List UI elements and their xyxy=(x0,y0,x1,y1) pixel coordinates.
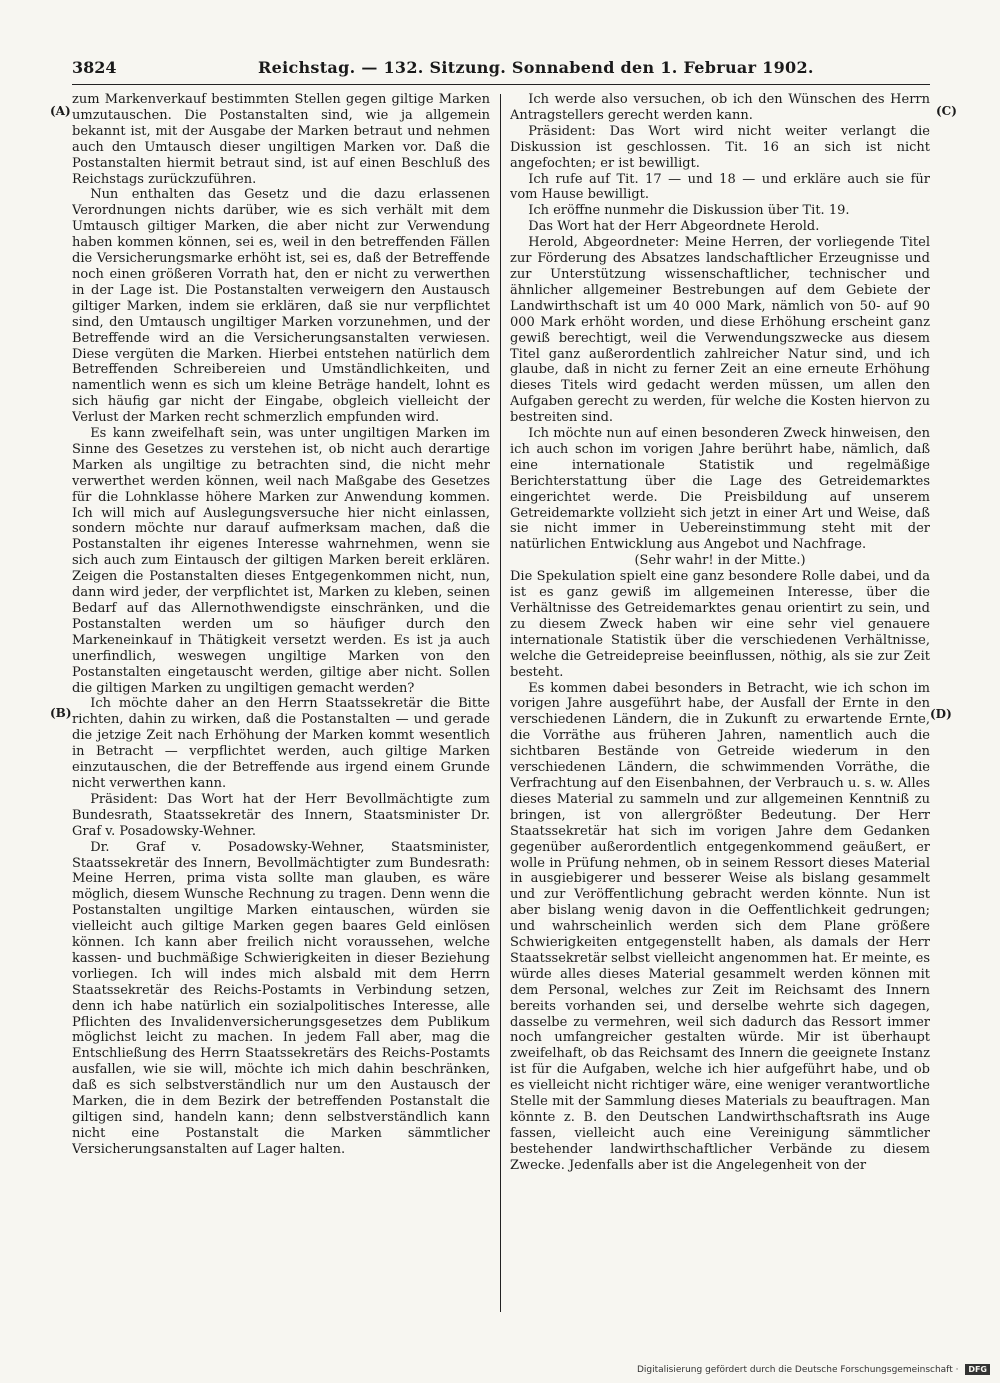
paragraph: Präsident: Das Wort hat der Herr Bevollmächtigte zum Bundesrath, Staatssekretär des Innern, Staatsminister Dr. Graf v. Posadowsky-Wehner. xyxy=(72,791,490,839)
page-header xyxy=(72,58,932,80)
paragraph: Ich möchte nun auf einen besonderen Zweck hinweisen, den ich auch schon im vorigen Jahre berührt habe, nämlich, daß eine internationale Statistik und regelmäßige Berichterstattung über die Lage des Getreidemarktes eingerichtet werde. Die Preisbildung auf unserem Getreidemarkte vollzieht sich jetzt in einer Art und Weise, daß sie nicht immer in Uebereinstimmung steht mit der natürlichen Entwicklung aus Angebot und Nachfrage. xyxy=(510,426,930,553)
digitization-footer xyxy=(600,1364,990,1378)
left-column xyxy=(72,92,490,1332)
footer-text: Digitalisierung gefördert durch die Deutsche Forschungsgemeinschaft · xyxy=(636,1365,959,1375)
header-rule xyxy=(72,84,930,85)
paragraph: Es kommen dabei besonders in Betracht, wie ich schon im vorigen Jahre ausgeführt habe, der Ausfall der Ernte in den verschiedenen Ländern, die in Zukunft zu erwartende Ernte, die Vorräthe aus früheren Jahren, namentlich auch die sichtbaren Bestände von Getreide wiederum in den verschiedenen Ländern, die schwimmenden Vorräthe, die Verfrachtung auf den Eisenbahnen, der Verbrauch u. s. w. Alles dieses Material zu sammeln und zur allgemeinen Kenntniß zu bringen, ist von allergrößter Bedeutung. Der Herr Staatssekretär hat sich im vorigen Jahre dem Gedanken gegenüber außerordentlich entgegenkommend geäußert, er wolle in Prüfung nehmen, ob in seinem Ressort dieses Material in ausgiebigerer und besserer Weise als bislang gesammelt und zur Veröffentlichung gebracht werden könnte. Nun ist aber bislang wenig davon in die Oeffentlichkeit gedrungen; und wahrscheinlich werden sich dem Plane größere Schwierigkeiten entgegenstellt haben, als damals der Herr Staatssekretär selbst vielleicht angenommen hat. Er meinte, es würde alles dieses Material gesammelt werden können mit dem Personal, welches zur Zeit im Reichsamt des Innern bereits vorhanden sei, und derselbe wehrte sich dagegen, dasselbe zu vermehren, weil sich dadurch das Ressort immer noch umfangreicher gestalten würde. Mir ist überhaupt zweifelhaft, ob das Reichsamt des Innern die geeignete Instanz ist für die Aufgaben, welche ich hier aufgeführt habe, und ob es vielleicht nicht richtiger wäre, eine weniger verantwortliche Stelle mit der Sammlung dieses Materials zu beauftragen. Man könnte z. B. den Deutschen Landwirthschaftsrath ins Auge fassen, vielleicht auch eine Vereinigung sämmtlicher bestehender landwirthschaftlicher Verbände zu diesem Zwecke. Jedenfalls aber ist die Angelegenheit von der xyxy=(510,680,930,1173)
paragraph: zum Markenverkauf bestimmten Stellen gegen giltige Marken umzutauschen. Die Postanstalten sind, wie ja allgemein bekannt ist, mit der Ausgabe der Marken betraut und nehmen auch den Umtausch dieser ungiltigen Marken vor. Daß die Postanstalten hiermit betraut sind, ist auf einen Beschluß des Reichstags zurückzuführen. xyxy=(72,92,490,187)
paragraph: Die Spekulation spielt eine ganz besondere Rolle dabei, und da ist es ganz gewiß im allgemeinen Interesse, über die Verhältnisse des Getreidemarktes genau orientirt zu sein, und zu diesem Zweck haben wir eine sehr viel genauere internationale Statistik über die verschiedenen Verhältnisse, welche die Getreidepreise beeinflussen, nöthig, als sie zur Zeit besteht. xyxy=(510,569,930,680)
margin-marker-a: (A) xyxy=(50,104,71,118)
paragraph: Ich werde also versuchen, ob ich den Wünschen des Herrn Antragstellers gerecht werden kann. xyxy=(510,92,930,123)
margin-marker-b: (B) xyxy=(50,706,72,720)
paragraph: Präsident: Das Wort wird nicht weiter verlangt die Diskussion ist geschlossen. Tit. 16 an sich ist nicht angefochten; er ist bewilligt. xyxy=(510,123,930,171)
paragraph: Ich eröffne nunmehr die Diskussion über Tit. 19. xyxy=(528,203,850,219)
running-title: Reichstag. — 132. Sitzung. Sonnabend den 1. Februar 1902. xyxy=(258,58,814,77)
paragraph: Herold, Abgeordneter: Meine Herren, der vorliegende Titel zur Förderung des Absatzes landschaftlicher Erzeugnisse und zur Unterstützung wissenschaftlicher, technischer und ähnlicher allgemeiner Bestrebungen auf dem Gebiete der Landwirthschaft ist um 40 000 Mark, nämlich von 50- auf 90 000 Mark erhöht worden, und diese Erhöhung erscheint ganz gewiß berechtigt, weil die Verwendungszwecke aus diesem Titel ganz außerordentlich zahlreicher Natur sind, und ich glaube, daß in nicht zu ferner Zeit an eine erneute Erhöhung dieses Titels wird gedacht werden müssen, um allen den Aufgaben gerecht zu werden, für welche die Kosten hiervon zu bestreiten sind. xyxy=(510,235,930,426)
margin-marker-d: (D) xyxy=(930,707,952,721)
column-divider xyxy=(500,94,501,1312)
page-number: 3824 xyxy=(72,58,117,77)
paragraph: Nun enthalten das Gesetz und die dazu erlassenen Verordnungen nichts darüber, wie es sich verhält mit dem Umtausch giltiger Marken, die aber nicht zur Verwendung haben kommen können, sei es, weil in den betreffenden Fällen die Versicherungsmarke erhöht ist, sei es, daß der Betreffende noch einen größeren Vorrath hat, den er nicht zu verwerthen in der Lage ist. Die Postanstalten verweigern den Austausch giltiger Marken, indem sie erklären, daß sie nur verpflichtet sind, den Umtausch ungiltiger Marken vorzunehmen, und der Betreffende wird an die Versicherungsanstalten verwiesen. Diese vergüten die Marken. Hierbei entstehen natürlich dem Betreffenden Schreibereien und Umständlichkeiten, und namentlich wenn es sich um kleine Beträge handelt, lohnt es sich häufig gar nicht der Eingabe, obgleich vielleicht der Verlust der Marken recht schmerzlich empfunden wird. xyxy=(72,187,490,426)
paragraph: Dr. Graf v. Posadowsky-Wehner, Staatsminister, Staatssekretär des Innern, Bevollmächtigter zum Bundesrath: Meine Herren, prima vista sollte man glauben, es wäre möglich, diesem Wunsche Rechnung zu tragen. Denn wenn die Postanstalten ungiltige Marken eintauschen, würden sie vielleicht auch giltige Marken gegen baares Geld einlösen können. Ich kann aber freilich nicht voraussehen, welche kassen- und buchmäßige Schwierigkeiten in dieser Beziehung vorliegen. Ich will indes mich alsbald mit dem Herrn Staatssekretär des Reichs-Postamts in Verbindung setzen, denn ich habe natürlich ein sozialpolitisches Interesse, alle Pflichten des Invalidenversicherungsgesetzes dem Publikum möglichst leicht zu machen. In jedem Fall aber, mag die Entschließung des Herrn Staatssekretärs des Reichs-Postamts ausfallen, wie sie will, möchte ich mich dahin beschränken, daß es sich selbstverständlich nur um den Austausch der Marken, die in dem Bezirk der betreffenden Postanstalt die giltigen sind, handeln kann; denn selbstverständlich kann nicht eine Postanstalt die Marken sämmtlicher Versicherungsanstalten auf Lager halten. xyxy=(72,839,490,1157)
interjection: (Sehr wahr! in der Mitte.) xyxy=(634,553,806,569)
paragraph: Ich möchte daher an den Herrn Staatssekretär die Bitte richten, dahin zu wirken, daß die Postanstalten — und gerade die jetzige Zeit nach Erhöhung der Marken kommt wesentlich in Betracht — verpflichtet werden, auch giltige Marken einzutauschen, die der Betreffende aus irgend einem Grunde nicht verwerthen kann. xyxy=(72,696,490,791)
paragraph: Es kann zweifelhaft sein, was unter ungiltigen Marken im Sinne des Gesetzes zu verstehen ist, ob nicht auch derartige Marken als ungiltige zu betrachten sind, die nicht mehr verwerthet werden können, weil nach Maßgabe des Gesetzes für die Lohnklasse höhere Marken zur Anwendung kommen. Ich will mich auf Auslegungsversuche hier nicht einlassen, sondern möchte nur darauf aufmerksam machen, daß die Postanstalten ihr eigenes Interesse wahrnehmen, wenn sie sich auch zum Eintausch der giltigen Marken bereit erklären. Zeigen die Postanstalten dieses Entgegenkommen nicht, nun, dann wird jeder, der verpflichtet ist, Marken zu kleben, seinen Bedarf auf das Allernothwendigste einschränken, und die Postanstalten werden um so häufiger durch den Markeneinkauf in Thätigkeit versetzt werden. Es ist ja auch unerfindlich, weswegen ungiltige Marken von den Postanstalten eingetauscht werden, giltige aber nicht. Sollen die giltigen Marken zu ungiltigen gemacht werden? xyxy=(72,426,490,696)
right-column xyxy=(510,92,930,1332)
paragraph: Das Wort hat der Herr Abgeordnete Herold. xyxy=(528,219,820,235)
margin-marker-c: (C) xyxy=(936,104,957,118)
dfg-logo: DFG xyxy=(965,1364,990,1375)
paragraph: Ich rufe auf Tit. 17 — und 18 — und erkläre auch sie für vom Hause bewilligt. xyxy=(510,171,930,203)
